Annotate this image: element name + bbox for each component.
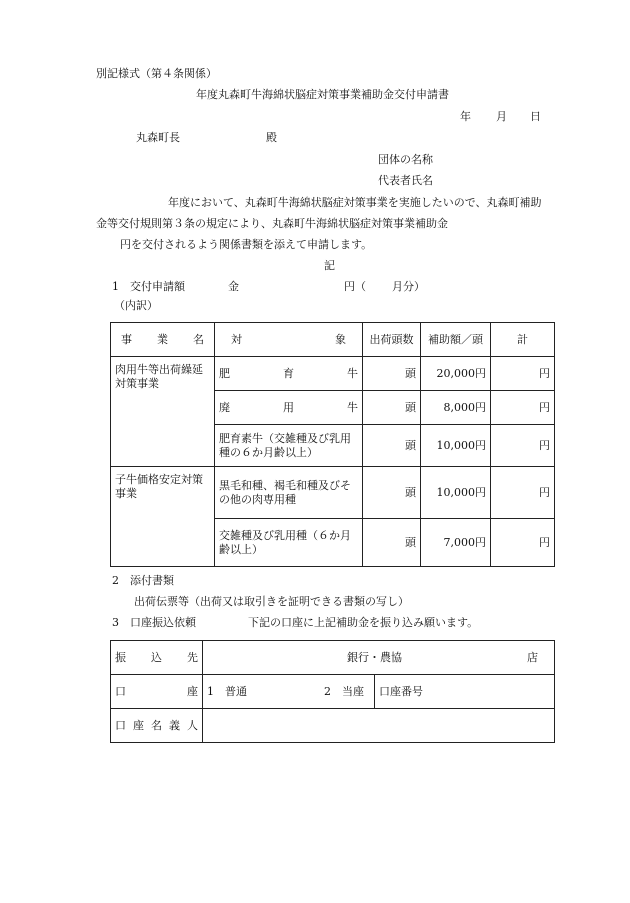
total-cell: 円 [491, 519, 555, 567]
payee-value [203, 641, 555, 675]
header-subsidy: 補助額／頭 [421, 323, 491, 357]
bank-transfer-request: 下記の口座に上記補助金を振り込み願います。 [248, 616, 479, 629]
payee-row [111, 641, 555, 675]
payee-label: 振 込 先 [111, 641, 203, 675]
bank-transfer-label: 3 口座振込依頼 [112, 616, 196, 629]
target-cell: 交雑種及び乳用種（６か月齢以上） [215, 519, 363, 567]
account-type [203, 675, 375, 709]
body-line-1: 年度において、丸森町牛海綿状脳症対策事業を実施したいので、丸森町補助 [168, 196, 542, 209]
form-label: 別記様式（第４条関係） [96, 67, 217, 80]
subsidy-cell: 10,000円 [421, 425, 491, 467]
item1-month: 月分） [392, 280, 425, 293]
target-cell: 肥育素牛（交雑種及び乳用種の６か月齢以上） [215, 425, 363, 467]
total-cell: 円 [491, 467, 555, 519]
business-name-2: 子牛価格安定対策事業 [111, 467, 215, 567]
item1-kin: 金 [228, 280, 239, 293]
business-name-1: 肉用牛等出荷繰延対策事業 [111, 357, 215, 467]
subsidy-cell: 7,000円 [421, 519, 491, 567]
account-type-checking: 2 当座 [324, 684, 364, 698]
recipient: 丸森町長 [136, 131, 180, 144]
holder-value [203, 709, 555, 743]
item1-yen: 円（ [344, 280, 366, 293]
target-cell: 廃 用 牛 [215, 391, 363, 425]
body-line-3: 円を交付されるよう関係書類を添えて申請します。 [120, 238, 373, 251]
bank-name-label: 銀行・農協 [347, 650, 402, 664]
date-day: 日 [530, 110, 541, 123]
subsidy-cell: 20,000円 [421, 357, 491, 391]
ki-heading: 記 [324, 259, 335, 272]
subsidy-cell: 10,000円 [421, 467, 491, 519]
shipments-cell: 頭 [363, 391, 421, 425]
total-cell: 円 [491, 425, 555, 467]
org-name-label: 団体の名称 [378, 153, 433, 166]
attachments-item: 出荷伝票等（出荷又は取引きを証明できる書類の写し） [134, 595, 409, 608]
account-row [111, 675, 555, 709]
holder-row [111, 709, 555, 743]
shipments-cell: 頭 [363, 519, 421, 567]
attachments-label: 2 添付書類 [112, 574, 174, 587]
breakdown-label: （内訳） [114, 299, 158, 312]
document-title: 年度丸森町牛海綿状脳症対策事業補助金交付申請書 [196, 88, 449, 101]
breakdown-table [110, 322, 555, 567]
date-month: 月 [496, 110, 507, 123]
shipments-cell: 頭 [363, 425, 421, 467]
target-cell: 黒毛和種、褐毛和種及びその他の肉専用種 [215, 467, 363, 519]
table-row [111, 467, 555, 519]
account-type-regular: 1 普通 [207, 684, 247, 698]
target-cell: 肥 育 牛 [215, 357, 363, 391]
account-label: 口 座 [111, 675, 203, 709]
rep-name-label: 代表者氏名 [378, 174, 433, 187]
date-year: 年 [460, 110, 471, 123]
item1-label: 1 交付申請額 [112, 280, 185, 293]
account-number-label: 口座番号 [375, 675, 555, 709]
branch-label: 店 [527, 650, 538, 664]
total-cell: 円 [491, 357, 555, 391]
table-header-row [111, 323, 555, 357]
header-target: 対 象 [215, 323, 363, 357]
subsidy-cell: 8,000円 [421, 391, 491, 425]
header-business: 事 業 名 [111, 323, 215, 357]
shipments-cell: 頭 [363, 357, 421, 391]
shipments-cell: 頭 [363, 467, 421, 519]
body-line-2: 金等交付規則第３条の規定により、丸森町牛海綿状脳症対策事業補助金 [96, 217, 448, 230]
table-row [111, 357, 555, 391]
total-cell: 円 [491, 391, 555, 425]
bank-table [110, 640, 555, 743]
holder-label: 口 座 名 義 人 [111, 709, 203, 743]
honorific: 殿 [266, 131, 277, 144]
header-shipments: 出荷頭数 [363, 323, 421, 357]
header-total: 計 [491, 323, 555, 357]
